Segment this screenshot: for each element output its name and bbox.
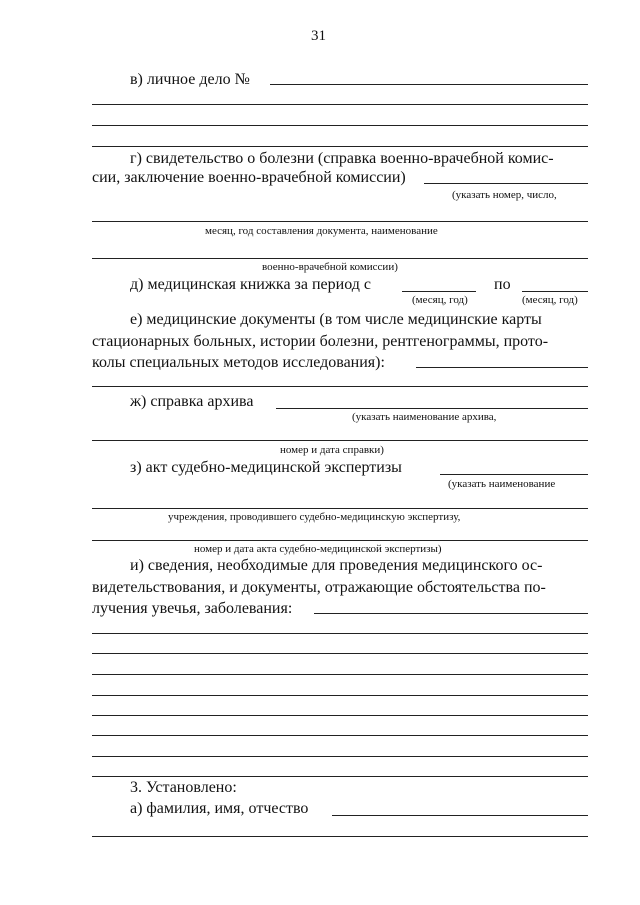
illness-certificate-line-2[interactable]	[92, 221, 588, 222]
archive-certificate-line-1[interactable]	[276, 408, 588, 409]
information-text-1: и) сведения, необходимые для проведения медицинского ос-	[130, 557, 543, 574]
personal-file-line-2[interactable]	[92, 104, 588, 105]
illness-certificate-text-2: сии, заключение военно-врачебной комиссии)	[92, 169, 406, 186]
illness-certificate-line-1[interactable]	[424, 183, 588, 184]
archive-certificate-caption-1: (указать наименование архива,	[352, 411, 497, 423]
medical-documents-text-3: колы специальных методов исследования):	[92, 354, 385, 371]
medical-documents-line-2[interactable]	[92, 386, 588, 387]
personal-file-line-4[interactable]	[92, 146, 588, 147]
illness-certificate-caption-3: военно-врачебной комиссии)	[262, 261, 398, 273]
section-3-title: 3. Установлено:	[130, 779, 237, 796]
archive-certificate-line-2[interactable]	[92, 440, 588, 441]
personal-file-number-line[interactable]	[270, 84, 588, 85]
forensic-act-caption-3: номер и дата акта судебно-медицинской экспертизы)	[194, 543, 442, 555]
full-name-line-2[interactable]	[92, 836, 588, 837]
information-line-5[interactable]	[92, 695, 588, 696]
medical-book-to-caption: (месяц, год)	[522, 294, 578, 306]
information-text-3: лучения увечья, заболевания:	[92, 600, 293, 617]
information-line-8[interactable]	[92, 756, 588, 757]
full-name-label: а) фамилия, имя, отчество	[130, 800, 309, 817]
forensic-act-caption-2: учреждения, проводившего судебно-медицинскую экспертизу,	[168, 511, 461, 523]
medical-book-label: д) медицинская книжка за период с	[130, 276, 371, 293]
medical-book-from-caption: (месяц, год)	[412, 294, 468, 306]
forensic-act-line-3[interactable]	[92, 540, 588, 541]
page-number: 31	[311, 28, 326, 44]
forensic-act-label: з) акт судебно-медицинской экспертизы	[130, 459, 402, 476]
full-name-line-1[interactable]	[332, 815, 588, 816]
medical-book-from-line[interactable]	[402, 291, 476, 292]
information-text-2: видетельствования, и документы, отражающие обстоятельства по-	[92, 579, 546, 596]
forensic-act-line-2[interactable]	[92, 508, 588, 509]
personal-file-line-3[interactable]	[92, 125, 588, 126]
medical-documents-line-1[interactable]	[416, 367, 588, 368]
medical-documents-text-1: е) медицинские документы (в том числе медицинские карты	[130, 311, 542, 328]
information-line-3[interactable]	[92, 653, 588, 654]
medical-book-to-line[interactable]	[522, 291, 588, 292]
information-line-4[interactable]	[92, 674, 588, 675]
illness-certificate-caption-2: месяц, год составления документа, наименование	[205, 225, 438, 237]
information-line-7[interactable]	[92, 735, 588, 736]
information-line-2[interactable]	[92, 633, 588, 634]
forensic-act-line-1[interactable]	[440, 474, 588, 475]
information-line-9[interactable]	[92, 776, 588, 777]
information-line-6[interactable]	[92, 715, 588, 716]
archive-certificate-caption-2: номер и дата справки)	[280, 444, 384, 456]
personal-file-label: в) личное дело №	[130, 71, 250, 88]
medical-book-po: по	[494, 276, 511, 293]
archive-certificate-label: ж) справка архива	[130, 393, 254, 410]
illness-certificate-text-1: г) свидетельство о болезни (справка военно-врачебной комис-	[130, 150, 554, 167]
illness-certificate-line-3[interactable]	[92, 258, 588, 259]
illness-certificate-caption-1: (указать номер, число,	[452, 189, 557, 201]
information-line-1[interactable]	[314, 613, 588, 614]
forensic-act-caption-1: (указать наименование	[448, 478, 556, 490]
medical-documents-text-2: стационарных больных, истории болезни, рентгенограммы, прото-	[92, 333, 549, 350]
